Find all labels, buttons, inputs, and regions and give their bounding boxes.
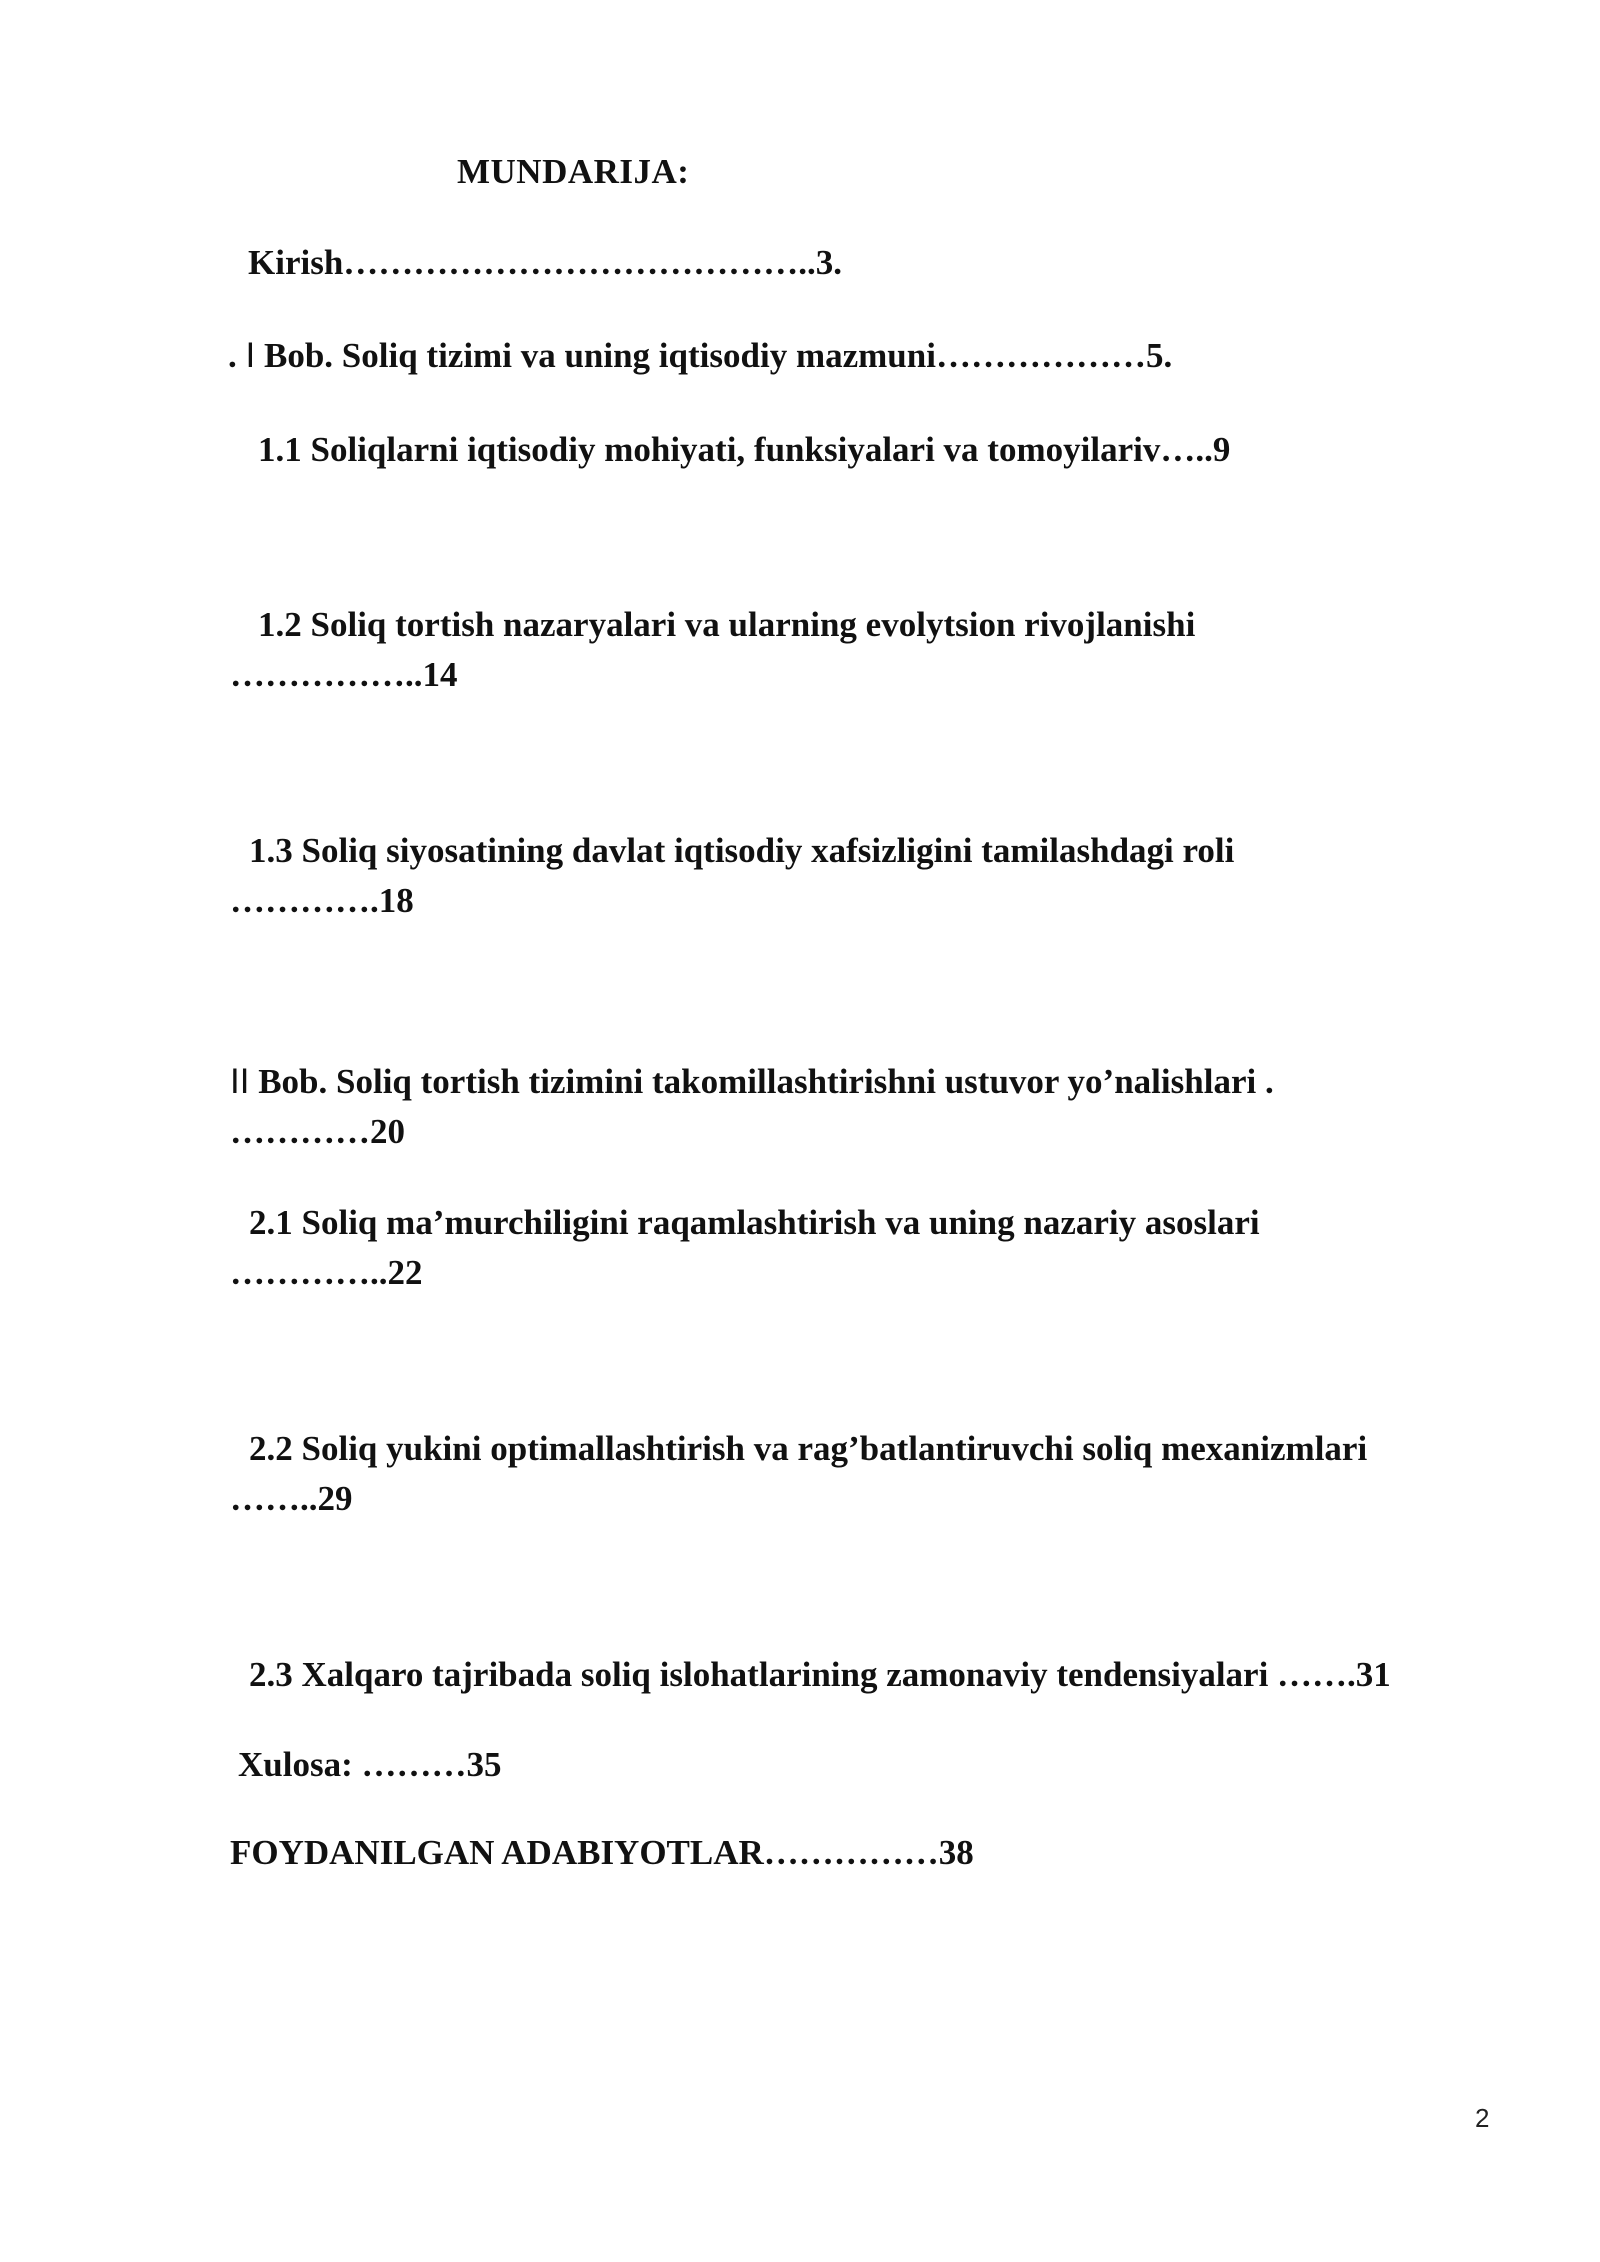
toc-entry-continuation: ……………..14 [230, 655, 458, 694]
toc-entry-continuation: …………20 [230, 1112, 405, 1151]
page-number: 2 [1475, 2103, 1490, 2133]
toc-entry-text: 2.3 Xalqaro tajribada soliq islohatlarining zamonaviy tendensiyalari …….31 [249, 1655, 1391, 1694]
toc-entry-text: Bob. Soliq tortish tizimini takomillashtirishni ustuvor yo’nalishlari . [249, 1062, 1274, 1101]
toc-entry-continuation: …………..22 [230, 1253, 423, 1292]
toc-entry-references[interactable] [230, 1828, 974, 1878]
toc-title: MUNDARIJA: [457, 152, 690, 191]
toc-entry-chapter-2[interactable] [230, 1057, 1274, 1157]
toc-entry-text: Xulosa: ………35 [238, 1745, 502, 1784]
toc-entry-continuation: ………….18 [230, 881, 414, 920]
toc-entry-text: Kirish…………………………………..3. [248, 243, 843, 282]
toc-entry-text: 1.1 Soliqlarni iqtisodiy mohiyati, funksiyalari va tomoyilariv…..9 [258, 430, 1231, 469]
toc-entry-xulosa[interactable] [238, 1740, 502, 1790]
toc-entry-2-2[interactable] [230, 1424, 1367, 1524]
toc-entry-1-3[interactable] [230, 826, 1234, 926]
toc-entry-2-3[interactable] [249, 1650, 1391, 1700]
toc-entry-1-2[interactable] [230, 600, 1195, 700]
chapter-roman-numeral: I [245, 336, 256, 375]
toc-entry-text: Bob. Soliq tizimi va uning iqtisodiy mazmuni………………5. [255, 336, 1173, 375]
toc-entry-prefix: . [228, 336, 246, 375]
toc-entry-text: 1.3 Soliq siyosatining davlat iqtisodiy xafsizligini tamilashdagi roli [249, 831, 1235, 870]
toc-entry-continuation: ……..29 [230, 1479, 353, 1518]
toc-entry-2-1[interactable] [230, 1198, 1260, 1298]
toc-entry-text: 2.2 Soliq yukini optimallashtirish va rag’batlantiruvchi soliq mexanizmlari [249, 1429, 1368, 1468]
toc-entry-kirish[interactable] [248, 238, 842, 288]
toc-entry-text: FOYDANILGAN ADABIYOTLAR……………38 [230, 1833, 974, 1872]
toc-entry-1-1[interactable] [258, 425, 1230, 475]
toc-entry-chapter-1[interactable] [228, 331, 1172, 381]
toc-entry-text: 1.2 Soliq tortish nazaryalari va ularning evolytsion rivojlanishi [258, 605, 1196, 644]
toc-entry-text: 2.1 Soliq ma’murchiligini raqamlashtirish va uning nazariy asoslari [249, 1203, 1260, 1242]
chapter-roman-numeral: II [230, 1062, 250, 1101]
